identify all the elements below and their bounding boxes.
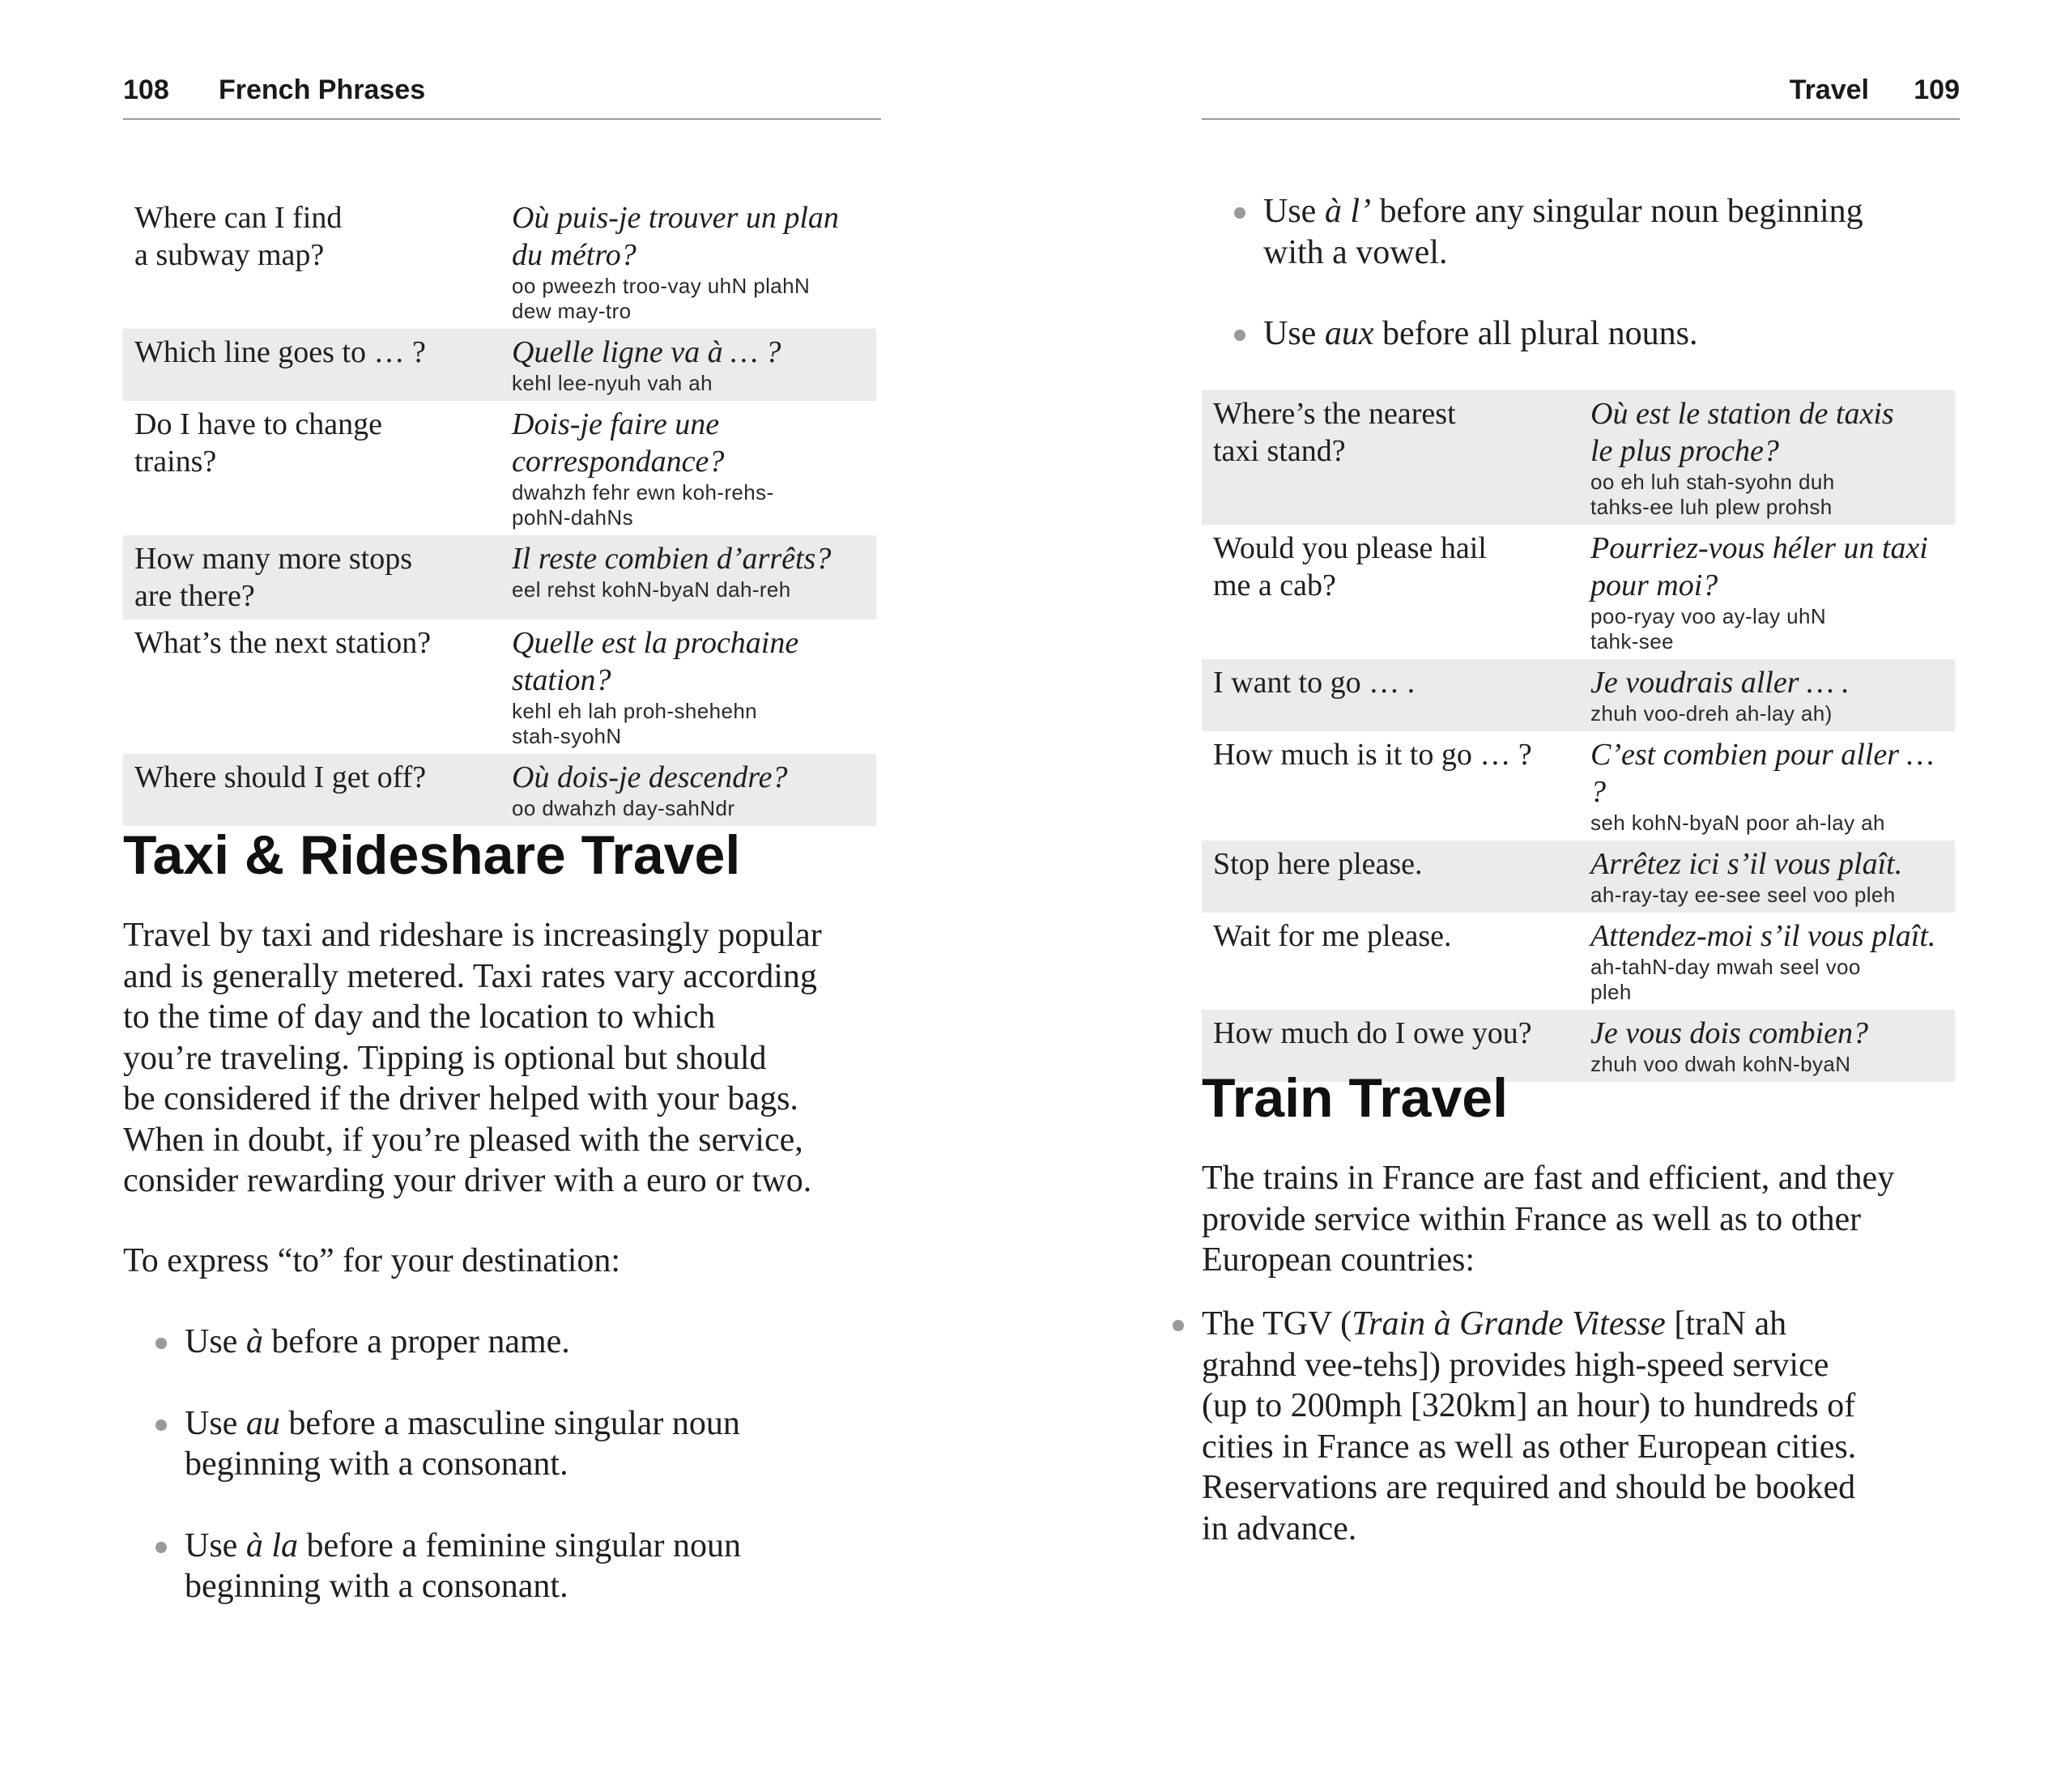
bullet-item [123, 1403, 881, 1485]
english-phrase: Where can I find a subway map? [134, 201, 343, 272]
bullet-item [1202, 313, 1960, 355]
french-phrase: Où est le station de taxis le plus proche? [1590, 397, 1894, 468]
english-phrase: Stop here please. [1202, 841, 1579, 913]
phrase-row [1202, 390, 1955, 525]
french-phrase: C’est combien pour aller … ? [1590, 738, 1935, 809]
french-cell [500, 754, 876, 826]
phrase-table-left [123, 194, 876, 826]
pronunciation: kehl eh lah proh-shehehn stah-syohN [512, 699, 758, 748]
bullet-text: before all plural nouns. [1373, 315, 1698, 352]
train-bullets [1140, 1304, 1960, 1549]
phrase-row [1202, 913, 1955, 1010]
french-cell [1579, 841, 1955, 913]
section-paragraph: Travel by taxi and rideshare is increasingly popular and is generally metered. Taxi rates vary according to the time of day and the location to which you’re traveling. Tipping is optional but should be considered if the driver helped with your bags. When in doubt, if you’re pleased with the service, consider rewarding your driver with a euro or two. [123, 917, 822, 1199]
french-cell [500, 619, 876, 754]
french-phrase: Arrêtez ici s’il vous plaît. [1590, 847, 1903, 881]
pronunciation: oo dwahzh day-sahNdr [512, 796, 735, 820]
pronunciation: eel rehst kohN-byaN dah-reh [512, 577, 791, 602]
bullet-text: before any singular noun beginning with a vowel. [1263, 193, 1863, 271]
french-cell [500, 329, 876, 401]
pronunciation: poo-ryay voo ay-lay uhN tahk-see [1590, 604, 1826, 653]
pronunciation: zhuh voo-dreh ah-lay ah) [1590, 701, 1833, 726]
english-phrase: I want to go … . [1202, 659, 1579, 731]
page-number: 108 [123, 74, 169, 105]
phrase-table-right [1202, 390, 1955, 1082]
english-phrase: How many more stops are there? [123, 535, 500, 619]
bullet-text: Use [185, 1404, 246, 1442]
bullet-text: Use [1263, 315, 1325, 352]
phrase-row [123, 401, 876, 535]
bullet-term: au [245, 1404, 280, 1442]
french-cell [500, 401, 876, 535]
french-cell [500, 535, 876, 619]
english-phrase: What’s the next station? [134, 626, 432, 660]
bullet-text: before a feminine singular noun beginning with a consonant. [185, 1526, 741, 1605]
bullet-term: Train à Grande Vitesse [1352, 1305, 1666, 1343]
french-phrase: Quelle est la prochaine station? [512, 626, 799, 697]
pronunciation: ah-ray-tay ee-see seel voo pleh [1590, 883, 1896, 907]
english-phrase: Do I have to change trains? [134, 407, 382, 479]
english-phrase: Where’s the nearest taxi stand? [1202, 390, 1579, 525]
pronunciation: kehl lee-nyuh vah ah [512, 371, 713, 395]
english-phrase: How much do I owe you? [1202, 1010, 1579, 1082]
french-phrase: Il reste combien d’arrêts? [512, 542, 832, 576]
page-number: 109 [1914, 74, 1960, 105]
french-cell [500, 194, 876, 329]
pronunciation: oo eh luh stah-syohn duh tahks-ee luh plew prohsh [1590, 470, 1835, 519]
french-phrase: Où dois-je descendre? [512, 760, 788, 794]
section-heading: Taxi & Rideshare Travel [123, 824, 741, 886]
bullet-term: à l’ [1324, 193, 1371, 230]
french-cell [1579, 731, 1955, 841]
phrase-row [123, 329, 876, 401]
french-cell [1579, 913, 1955, 1010]
phrase-row [1202, 731, 1955, 841]
french-cell [1579, 1010, 1955, 1082]
bullet-text: Use [185, 1526, 246, 1564]
french-phrase: Attendez-moi s’il vous plaît. [1590, 919, 1936, 953]
bullet-text: The TGV ( [1202, 1305, 1352, 1343]
running-head-right [1202, 71, 1960, 120]
destination-bullets [123, 1322, 881, 1607]
english-phrase: Wait for me please. [1213, 919, 1452, 953]
french-cell [1579, 525, 1955, 659]
bullet-term: aux [1324, 315, 1374, 352]
bullet-item [123, 1526, 881, 1607]
french-phrase: Quelle ligne va à … ? [512, 335, 781, 369]
intro-text: To express “to” for your destination: [123, 1242, 621, 1279]
bullet-item [1140, 1304, 1960, 1549]
pronunciation: seh kohN-byaN poor ah-lay ah [1590, 811, 1885, 835]
english-phrase: How much is it to go … ? [1213, 738, 1532, 772]
french-phrase: Je voudrais aller … . [1590, 666, 1850, 700]
running-head-left [123, 71, 881, 120]
phrase-row [123, 754, 876, 826]
french-cell [1579, 659, 1955, 731]
section-paragraph: The trains in France are fast and efficient, and they provide service within France as well as to other European countries: [1202, 1160, 1895, 1279]
french-cell [1579, 390, 1955, 525]
pronunciation: ah-tahN-day mwah seel voo pleh [1590, 955, 1861, 1004]
phrase-row [1202, 841, 1955, 913]
pronunciation: dwahzh fehr ewn koh-rehs- pohN-dahNs [512, 480, 774, 530]
phrase-row [1202, 659, 1955, 731]
bullet-text: before a proper name. [262, 1323, 570, 1360]
bullet-item [123, 1322, 881, 1363]
phrase-row [1202, 525, 1955, 659]
french-phrase: Où puis-je trouver un plan du métro? [512, 201, 839, 272]
phrase-row [123, 619, 876, 754]
running-title: French Phrases [219, 74, 426, 105]
bullet-item [1202, 191, 1960, 273]
pronunciation: zhuh voo dwah kohN-byaN [1590, 1052, 1851, 1076]
bullet-term: à la [245, 1526, 298, 1564]
english-phrase: Where should I get off? [123, 754, 500, 826]
bullet-text: [traN ah grahnd vee-tehs]) provides high-speed service (up to 200mph [320km] an hour) to hundreds of cities in France as well as other European cities. Reservations are required and should be booked in advance. [1202, 1305, 1857, 1547]
pronunciation: oo pweezh troo-vay uhN plahN dew may-tro [512, 274, 811, 323]
phrase-row [123, 535, 876, 619]
section-heading: Train Travel [1202, 1067, 1508, 1129]
english-phrase: Which line goes to … ? [123, 329, 500, 401]
french-phrase: Je vous dois combien? [1590, 1016, 1868, 1050]
phrase-row [123, 194, 876, 329]
destination-bullets-continued [1202, 191, 1960, 355]
french-phrase: Dois-je faire une correspondance? [512, 407, 725, 479]
french-phrase: Pourriez-vous héler un taxi pour moi? [1590, 531, 1928, 602]
running-title: Travel [1789, 74, 1869, 105]
bullet-text: before a masculine singular noun beginning with a consonant. [185, 1404, 740, 1483]
bullet-text: Use [185, 1323, 246, 1360]
english-phrase: Would you please hail me a cab? [1213, 531, 1487, 602]
bullet-text: Use [1263, 193, 1325, 230]
bullet-term: à [245, 1323, 263, 1360]
